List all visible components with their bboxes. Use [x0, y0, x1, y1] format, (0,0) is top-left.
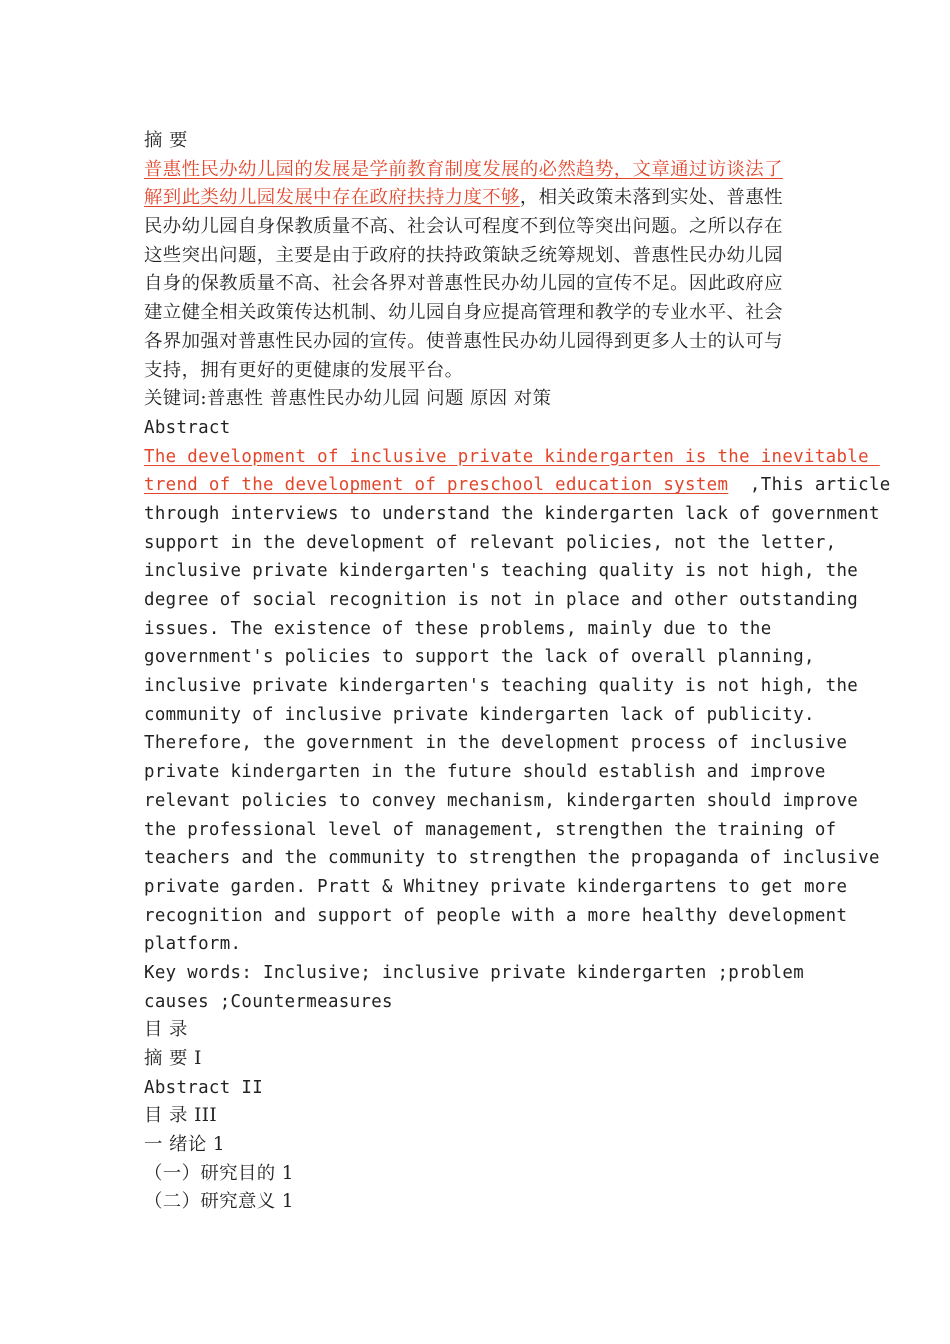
body-text: degree of social recognition is not in place and other outstanding	[144, 590, 859, 610]
body-text: 建立健全相关政策传达机制、幼儿园自身应提高管理和教学的专业水平、社会	[144, 302, 783, 324]
abstract-en-line	[144, 758, 826, 787]
body-text: inclusive private kindergarten's teaching quality is not high, the	[144, 561, 859, 582]
body-text: government's policies to support the lack of overall planning,	[144, 647, 815, 668]
body-text: 这些突出问题，主要是由于政府的扶持政策缺乏统筹规划、普惠性民办幼儿园	[144, 244, 783, 266]
abstract-en-keywords: causes ;Countermeasures	[144, 991, 393, 1012]
abstract-en-line	[144, 557, 859, 586]
body-text: through interviews to understand the kindergarten lack of government	[144, 503, 880, 524]
abstract-en-line	[144, 443, 880, 472]
highlighted-text: 普惠性民办幼儿园的发展是学前教育制度发展的必然趋势，文章通过访谈法了	[144, 158, 783, 180]
toc-item[interactable]: （一）研究目的 1	[144, 1162, 294, 1184]
abstract-en-line	[144, 873, 848, 902]
abstract-cn-line	[144, 184, 804, 213]
abstract-en-line	[144, 672, 859, 701]
abstract-cn-keywords: 关键词:普惠性 普惠性民办幼儿园 问题 原因 对策	[144, 388, 552, 410]
body-text: inclusive private kindergarten's teaching quality is not high, the	[144, 676, 859, 697]
toc-item[interactable]: 目 录 III	[144, 1105, 218, 1127]
body-text: private kindergarten in the future should establish and improve	[144, 762, 826, 783]
abstract-en-line	[144, 816, 837, 845]
document-page	[144, 127, 891, 1217]
abstract-en-line	[144, 471, 891, 500]
toc-heading: 目 录	[144, 1019, 188, 1041]
body-text: Therefore, the government in the development process of inclusive	[144, 733, 848, 754]
toc-item[interactable]: 一 绪论 1	[144, 1134, 225, 1156]
abstract-cn-line	[144, 242, 804, 271]
body-text: community of inclusive private kindergarten lack of publicity.	[144, 704, 815, 725]
body-text: private garden. Pratt & Whitney private kindergartens to get more	[144, 876, 848, 897]
abstract-en-body	[144, 443, 891, 959]
highlighted-text: The development of inclusive private kindergarten is the inevitable	[144, 446, 880, 467]
abstract-en-line	[144, 902, 848, 931]
abstract-en-line	[144, 787, 859, 816]
body-text: ,This article	[728, 475, 891, 496]
abstract-cn-line	[144, 270, 804, 299]
body-text: relevant policies to convey mechanism, kindergarten should improve	[144, 790, 859, 811]
toc-item[interactable]: 摘 要 I	[144, 1048, 202, 1069]
body-text: the professional level of management, strengthen the training of	[144, 819, 837, 840]
abstract-en-line	[144, 643, 815, 672]
abstract-cn-line	[144, 156, 804, 185]
abstract-cn-body	[144, 156, 804, 386]
body-text: recognition and support of people with a more healthy development	[144, 905, 848, 926]
abstract-cn-line	[144, 213, 804, 242]
body-text: 自身的保教质量不高、社会各界对普惠性民办幼儿园的宣传不足。因此政府应	[144, 273, 783, 295]
abstract-en-line	[144, 729, 848, 758]
abstract-cn-line	[144, 328, 804, 357]
abstract-en-keywords: Key words: Inclusive; inclusive private kindergarten ;problem	[144, 962, 805, 983]
abstract-en-line	[144, 615, 804, 644]
table-of-contents	[144, 1045, 804, 1217]
abstract-en-line	[144, 930, 804, 959]
body-text: issues. The existence of these problems, mainly due to the	[144, 618, 772, 639]
abstract-en-line	[144, 586, 859, 615]
toc-item[interactable]: Abstract II	[144, 1077, 264, 1098]
body-text: support in the development of relevant policies, not the letter,	[144, 532, 837, 553]
abstract-en-line	[144, 701, 815, 730]
body-text: 各界加强对普惠性民办园的宣传。使普惠性民办幼儿园得到更多人士的认可与	[144, 330, 783, 352]
body-text: ，相关政策未落到实处、普惠性	[519, 187, 783, 209]
highlighted-text: 解到此类幼儿园发展中存在政府扶持力度不够	[144, 187, 520, 209]
abstract-en-line	[144, 844, 880, 873]
body-text: platform.	[144, 934, 242, 955]
abstract-en-line	[144, 500, 880, 529]
abstract-cn-heading: 摘 要	[144, 130, 188, 151]
body-text: teachers and the community to strengthen the propaganda of inclusive	[144, 848, 880, 869]
toc-item[interactable]: （二）研究意义 1	[144, 1191, 294, 1213]
abstract-cn-line	[144, 299, 804, 328]
highlighted-text: trend of the development of preschool education system	[144, 475, 729, 496]
abstract-en-line	[144, 529, 837, 558]
body-text: 民办幼儿园自身保教质量不高、社会认可程度不到位等突出问题。之所以存在	[144, 216, 783, 238]
abstract-en-heading: Abstract	[144, 417, 231, 438]
body-text: 支持，拥有更好的更健康的发展平台。	[144, 359, 464, 381]
abstract-cn-line	[144, 357, 804, 386]
